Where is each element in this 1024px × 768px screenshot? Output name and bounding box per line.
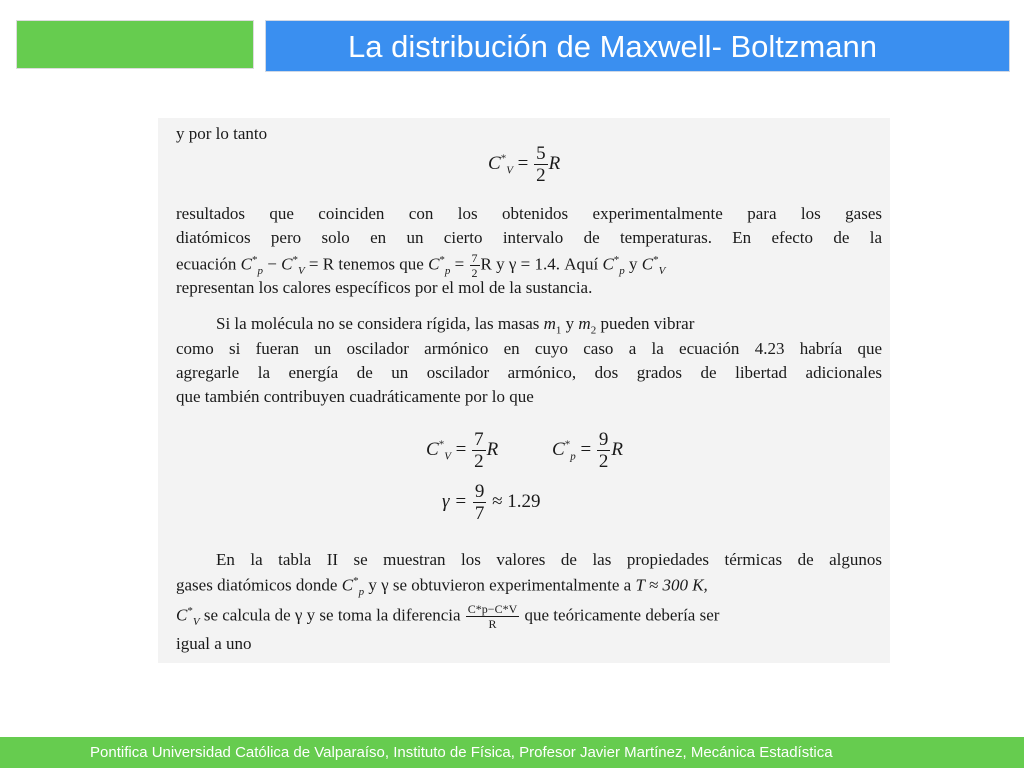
text-line: resultados que coinciden con los obtenidos experimentalmente para los gases xyxy=(176,204,882,223)
title-bar xyxy=(265,20,1010,72)
equation-cv: $C^*_V$ = $\frac{5}{2}$ R xyxy=(488,143,561,186)
text-line: como si fueran un oscilador armónico en cuyo caso a la ecuación 4.23 habría que xyxy=(176,339,882,358)
equation-cp-vib: $C^*_p$ = $\frac{9}{2}$ R xyxy=(552,429,624,472)
text-line: agregarle la energía de un oscilador armónico, dos grados de libertad adicionales xyxy=(176,363,882,382)
text-line-formula: ecuación $C^*_p - C^*_V = R$ tenemos que $C^*_p$ = $\frac{7}{2}$ R y γ = 1.4. Aquí $C^*_p$ y $C^*_V$ xyxy=(176,251,666,280)
text-line: representan los calores específicos por el mol de la sustancia. xyxy=(176,278,593,297)
text-line: Si la molécula no se considera rígida, las masas $m_1$ y $m_2$ pueden vibrar xyxy=(216,314,695,337)
text-line: diatómicos pero solo en un cierto intervalo de temperaturas. En efecto de la xyxy=(176,228,882,247)
footer-text: Pontifica Universidad Católica de Valparaíso, Instituto de Física, Profesor Javier Martínez, Mecánica Estadística xyxy=(90,744,833,761)
text-line: gases diatómicos donde $C^*_p$ y γ se obtuvieron experimentalmente a T ≈ 300 K, xyxy=(176,575,708,599)
equation-gamma: γ = $\frac{9}{7}$ ≈ 1.29 xyxy=(442,481,541,524)
text-line: que también contribuyen cuadráticamente por lo que xyxy=(176,387,534,406)
header-accent-block xyxy=(16,20,254,69)
text-line: igual a uno xyxy=(176,634,252,653)
text-line: y por lo tanto xyxy=(176,124,268,143)
text-line: En la tabla II se muestran los valores de las propiedades térmicas de algunos xyxy=(216,550,882,569)
slide-title: La distribución de Maxwell- Boltzmann xyxy=(348,29,877,64)
footer-bar xyxy=(0,737,1024,768)
text-line: $C^*_V$ se calcula de γ y se toma la diferencia $\frac{C*p-C*V}{R}$ que teóricamente debería ser xyxy=(176,602,720,631)
scanned-page xyxy=(158,118,890,663)
equation-cv-vib: $C^*_V$ = $\frac{7}{2}$ R xyxy=(426,429,499,472)
